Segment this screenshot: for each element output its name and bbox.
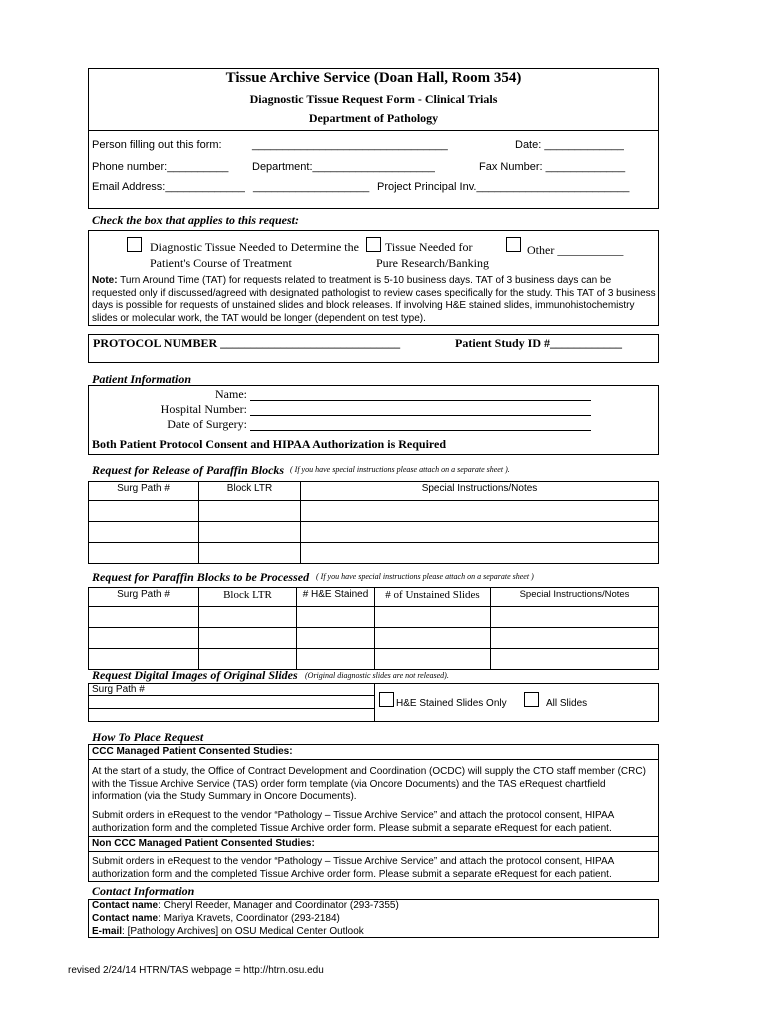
table-cell[interactable] [375,607,491,628]
table-cell[interactable] [89,628,199,649]
column-header-special-instructions: Special Instructions/Notes [301,482,659,501]
date-field[interactable]: Date: _____________ [515,139,624,151]
option-research-label-2: Pure Research/Banking [376,256,489,270]
table-cell[interactable] [301,522,659,543]
table-cell[interactable] [199,628,297,649]
table-cell[interactable] [89,649,199,670]
option-research-checkbox[interactable] [366,237,381,252]
table-cell[interactable] [199,543,301,564]
column-header-special-instructions: Special Instructions/Notes [491,588,659,607]
patient-name-label: Name: [215,387,247,401]
contact-line-2 [92,913,340,924]
option-diagnostic-checkbox[interactable] [127,237,142,252]
non-ccc-heading: Non CCC Managed Patient Consented Studies: [92,838,315,849]
patient-name-input[interactable] [250,400,591,401]
table-cell[interactable] [375,628,491,649]
pi-field[interactable]: Project Principal Inv._________________________ [377,181,630,193]
contact-line-1 [92,900,399,911]
form-subtitle: Diagnostic Tissue Request Form - Clinical Trials [249,92,498,106]
hospital-number-input[interactable] [250,415,591,416]
protocol-number-field[interactable]: PROTOCOL NUMBER ______________________________ [93,336,401,350]
hospital-number-label: Hospital Number: [160,402,247,416]
email-field-extra[interactable]: ___________________ [253,181,370,193]
consent-notice: Both Patient Protocol Consent and HIPAA Authorization is Required [92,437,447,451]
he-slides-label: H&E Stained Slides Only [396,698,507,709]
tat-note [92,275,657,325]
table-cell[interactable] [491,628,659,649]
all-slides-label: All Slides [546,698,588,709]
table-cell[interactable] [89,501,199,522]
table-cell[interactable] [301,543,659,564]
form-title: Tissue Archive Service (Doan Hall, Room 354) [225,70,522,86]
contact-line-3 [92,926,364,937]
process-heading: Request for Paraffin Blocks to be Processed [92,570,310,584]
column-header-he-stained: # H&E Stained [297,588,375,607]
ccc-paragraph-1: At the start of a study, the Office of Contract Development and Coordination (OCDC) will supply the CTO staff member (CRC) with the Tissue Archive Service (TAS) order form template (via Oncore Documents) and the TAS eRequest chartfield information (via the Study Summary in Oncore Documents). [92,766,646,802]
email-text: : [Pathology Archives] on OSU Medical Center Outlook [122,926,364,937]
table-cell[interactable] [301,501,659,522]
table-cell[interactable] [297,649,375,670]
fax-field[interactable]: Fax Number: _____________ [479,161,626,173]
email-field[interactable]: Email Address:_____________ [92,181,245,193]
check-heading: Check the box that applies to this request: [92,213,300,227]
release-table [88,481,659,564]
surgery-date-input[interactable] [250,430,591,431]
images-row-line-1 [88,695,374,696]
ccc-heading: CCC Managed Patient Consented Studies: [92,746,293,757]
table-row [89,607,659,628]
option-other-label[interactable]: Other ___________ [527,243,624,257]
header-divider [88,130,659,131]
contact-heading: Contact Information [92,884,195,898]
non-ccc-paragraph: Submit orders in eRequest to the vendor “Pathology – Tissue Archive Service” and attach the protocol consent, HIPAA authorization form and the completed Tissue Archive order form. Please submit a separate eRequest for each patient. [92,856,614,880]
non-ccc-divider-bottom [88,851,659,852]
process-note: ( If you have special instructions please attach on a separate sheet ) [316,572,534,581]
person-label: Person filling out this form: [92,139,222,151]
table-cell[interactable] [199,649,297,670]
contact-label: Contact name [92,913,159,924]
person-field[interactable]: ________________________________ [252,139,448,151]
column-header-surg-path: Surg Path # [89,482,199,501]
how-heading: How To Place Request [92,730,204,744]
ccc-paragraph-2: Submit orders in eRequest to the vendor “Pathology – Tissue Archive Service” and attach the protocol consent, HIPAA authorization form and the completed Tissue Archive order form. Please submit a separate eRequest for each patient. [92,810,614,834]
table-cell[interactable] [491,607,659,628]
images-divider [374,683,375,722]
table-cell[interactable] [199,522,301,543]
table-cell[interactable] [199,501,301,522]
note-text: Turn Around Time (TAT) for requests related to treatment is 5-10 business days. TAT of 3 business days can be requested only if discussed/agreed with designated pathologist to review cases specifically for the study. This TAT of 3 business days is possible for requests of unstained slides and block releases. If involving H&E stained slides, immunohistochemistry slides or molecular work, the TAT would be longer (dependent on test type). [92,275,656,324]
table-cell[interactable] [297,628,375,649]
he-slides-checkbox[interactable] [379,692,394,707]
table-row [89,501,659,522]
option-diagnostic-label-2: Patient's Course of Treatment [150,256,292,270]
table-row [89,543,659,564]
surgery-date-label: Date of Surgery: [167,417,247,431]
contact-label: Contact name [92,900,159,911]
table-cell[interactable] [89,522,199,543]
non-ccc-divider-top [88,836,659,837]
release-note: ( If you have special instructions please attach on a separate sheet ). [290,465,510,474]
option-other-checkbox[interactable] [506,237,521,252]
images-row-line-2 [88,708,374,709]
footer-text: revised 2/24/14 HTRN/TAS webpage = http://htrn.osu.edu [68,965,324,976]
email-label: E-mail [92,926,123,937]
department-field[interactable]: Department:____________________ [252,161,435,173]
column-header-surg-path: Surg Path # [89,588,199,607]
all-slides-checkbox[interactable] [524,692,539,707]
release-heading: Request for Release of Paraffin Blocks [92,463,285,477]
contact-text: : Mariya Kravets, Coordinator (293-2184) [158,913,340,924]
column-header-block-ltr: Block LTR [199,482,301,501]
images-surg-path-label: Surg Path # [92,684,145,695]
images-note: (Original diagnostic slides are not released). [305,671,449,680]
patient-info-heading: Patient Information [92,372,192,386]
process-table [88,587,659,670]
note-label: Note: [92,275,118,286]
department-heading: Department of Pathology [308,111,439,125]
table-row [89,522,659,543]
table-row [89,588,659,607]
ccc-heading-divider [88,759,659,760]
option-research-label-1: Tissue Needed for [385,240,473,254]
column-header-block-ltr: Block LTR [199,588,297,607]
table-cell[interactable] [375,649,491,670]
table-row [89,628,659,649]
table-cell[interactable] [199,607,297,628]
table-cell[interactable] [297,607,375,628]
table-cell[interactable] [491,649,659,670]
table-cell[interactable] [89,543,199,564]
patient-study-id-field[interactable]: Patient Study ID #____________ [455,336,623,350]
column-header-unstained-slides: # of Unstained Slides [375,588,491,607]
table-cell[interactable] [89,607,199,628]
table-row [89,649,659,670]
option-diagnostic-label-1: Diagnostic Tissue Needed to Determine the [150,240,359,254]
contact-text: : Cheryl Reeder, Manager and Coordinator (293-7355) [158,900,399,911]
images-heading: Request Digital Images of Original Slides [92,668,298,682]
phone-field[interactable]: Phone number:__________ [92,161,229,173]
table-row [89,482,659,501]
